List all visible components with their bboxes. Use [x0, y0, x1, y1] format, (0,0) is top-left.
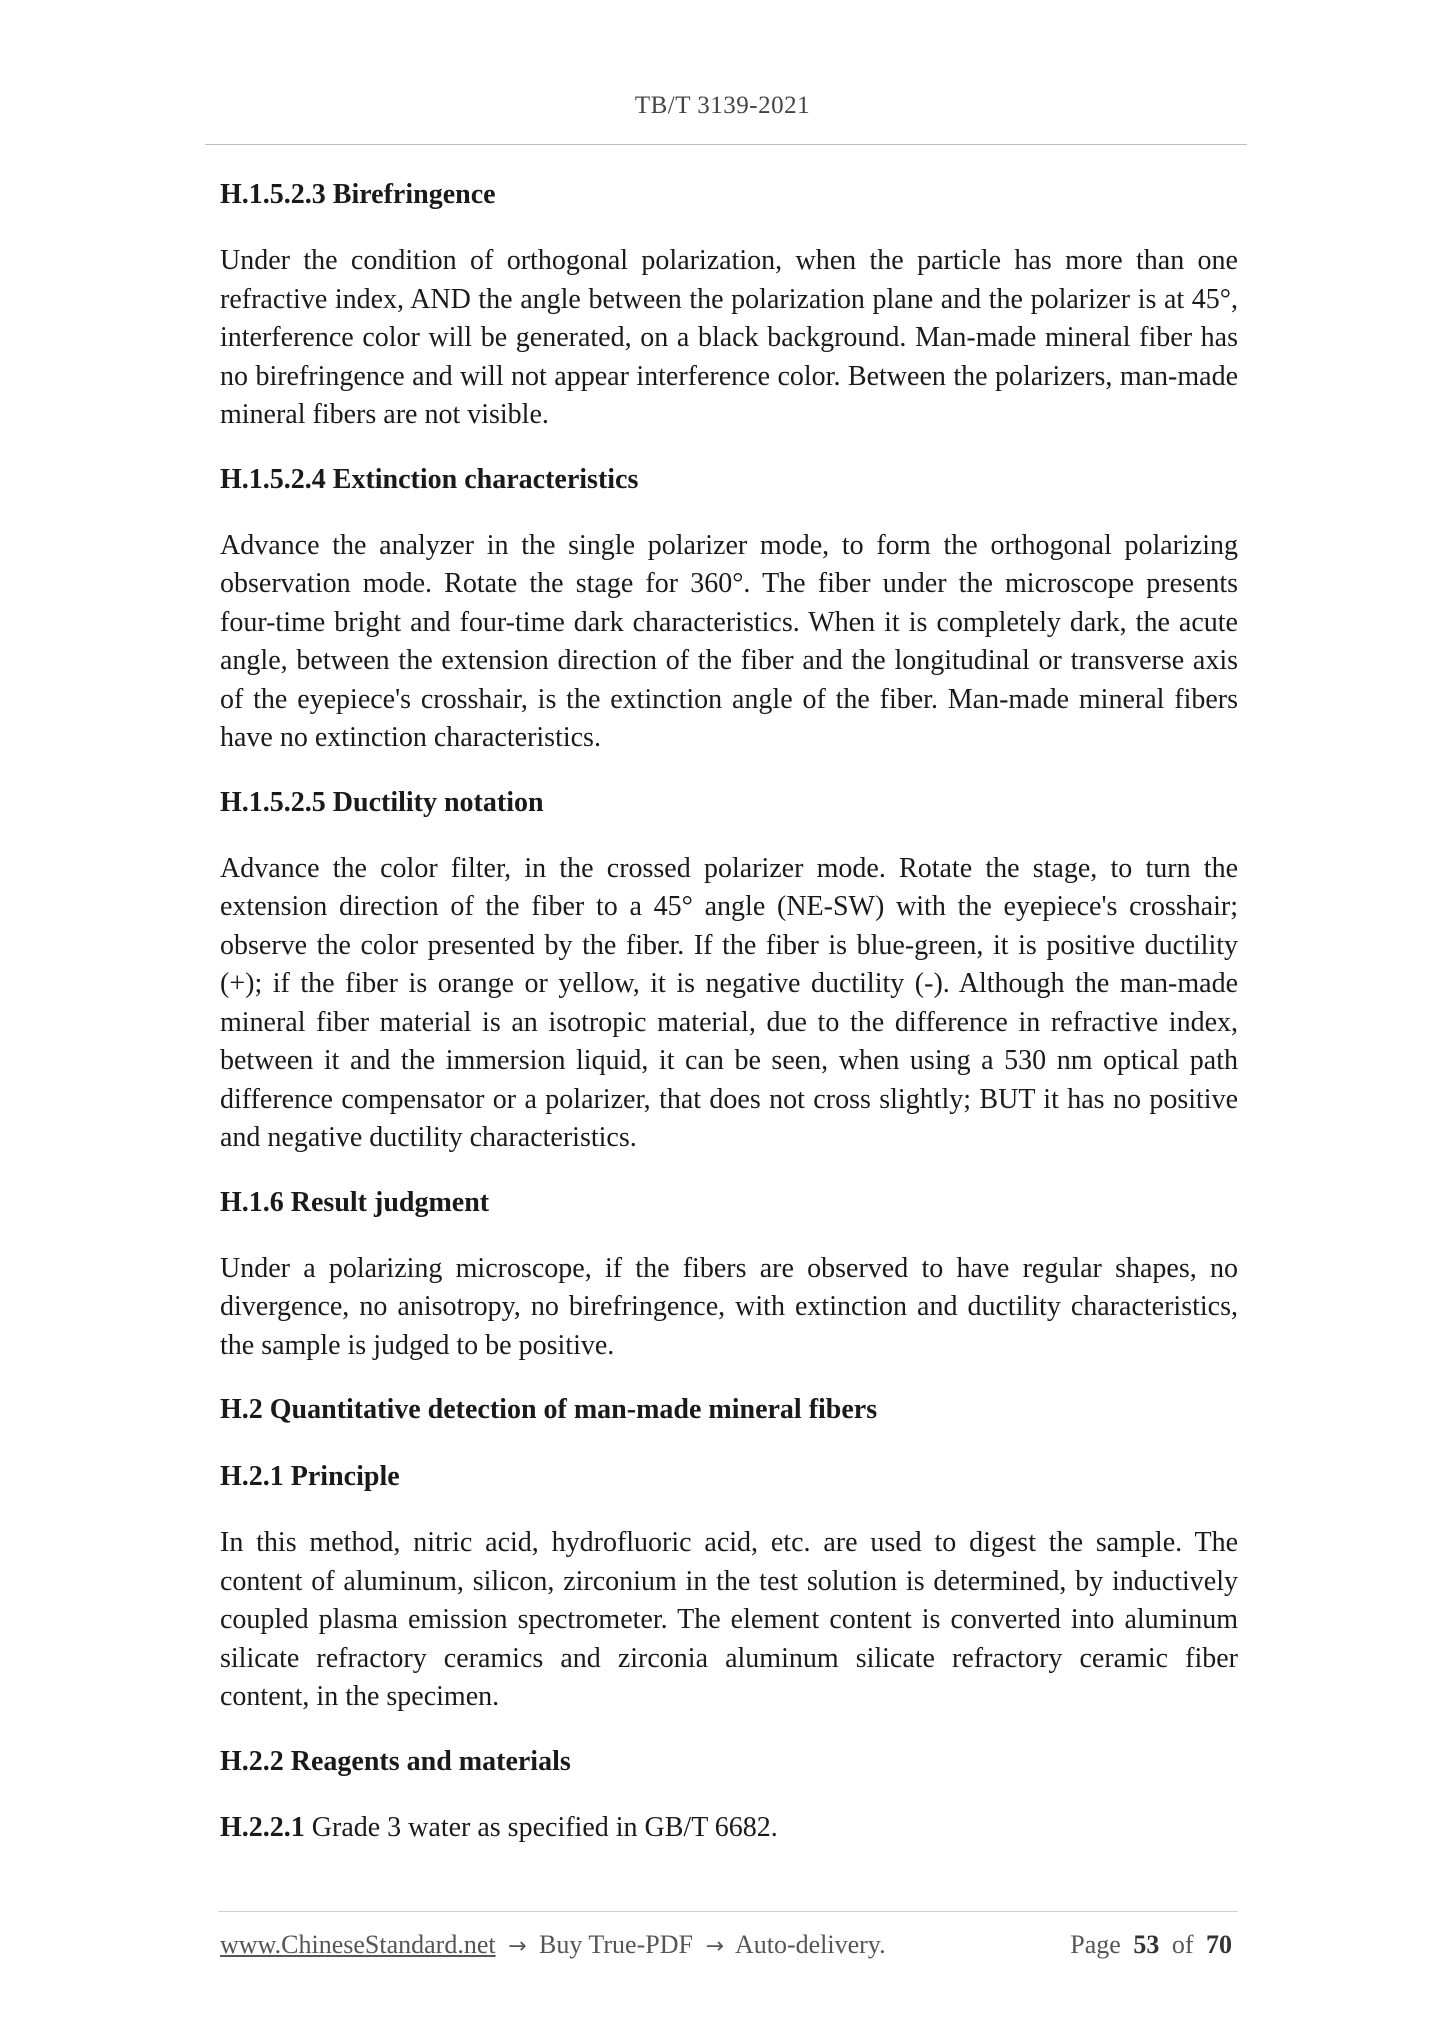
- section-heading-ductility: H.1.5.2.5 Ductility notation: [220, 786, 544, 818]
- arrow-right-icon: →: [705, 1934, 724, 1959]
- page-indicator: [1070, 1930, 1238, 1960]
- page-total: 70: [1206, 1930, 1232, 1959]
- header-divider: [205, 144, 1247, 145]
- page-current: 53: [1133, 1930, 1160, 1959]
- section-heading-result-judgment: H.1.6 Result judgment: [220, 1186, 490, 1218]
- arrow-right-icon: →: [508, 1934, 527, 1959]
- clause-text: Grade 3 water as specified in GB/T 6682.: [304, 1811, 778, 1843]
- buy-true-pdf-text: Buy True-PDF: [539, 1930, 693, 1959]
- paragraph-birefringence: Under the condition of orthogonal polarization, when the particle has more than one refractive index, AND the angle between the polarization plane and the polarizer is at 45°, interference color will be generated, on a black background. Man-made mineral fiber has no birefringence and will not appear interference color. Between the polarizers, man-made mineral fibers are not visible.: [220, 245, 1238, 430]
- page-content: [220, 175, 1238, 1872]
- of-label: of: [1171, 1930, 1194, 1959]
- page-footer: [220, 1930, 1238, 1960]
- paragraph-extinction: Advance the analyzer in the single polarizer mode, to form the orthogonal polarizing observation mode. Rotate the stage for 360°. The fiber under the microscope presents four-time bright and four-time dark characteristics. When it is completely dark, the acute angle, between the extension direction of the fiber and the longitudinal or transverse axis of the eyepiece's crosshair, is the extinction angle of the fiber. Man-made mineral fibers have no extinction characteristics.: [220, 529, 1238, 753]
- section-heading-quantitative-detection: H.2 Quantitative detection of man-made mineral fibers: [220, 1394, 878, 1425]
- clause-number: H.2.2.1: [220, 1811, 305, 1843]
- section-heading-extinction: H.1.5.2.4 Extinction characteristics: [220, 463, 639, 495]
- section-heading-principle: H.2.1 Principle: [220, 1461, 400, 1492]
- section-heading-reagents: H.2.2 Reagents and materials: [220, 1745, 571, 1777]
- site-link[interactable]: www.ChineseStandard.net: [220, 1930, 496, 1959]
- paragraph-grade-3-water: [220, 1809, 1238, 1848]
- footer-links: [220, 1930, 886, 1960]
- auto-delivery-text: Auto-delivery.: [734, 1930, 886, 1959]
- paragraph-ductility: Advance the color filter, in the crossed polarizer mode. Rotate the stage, to turn the extension direction of the fiber to a 45° angle (NE-SW) with the eyepiece's crosshair; observe the color presented by the fiber. If the fiber is blue-green, it is positive ductility (+); if the fiber is orange or yellow, it is negative ductility (-). Although the man-made mineral fiber material is an isotropic material, due to the difference in refractive index, between it and the immersion liquid, it can be seen, when using a 530 nm optical path difference compensator or a polarizer, that does not cross slightly; BUT it has no positive and negative ductility characteristics.: [220, 852, 1238, 1153]
- section-heading-birefringence: H.1.5.2.3 Birefringence: [220, 179, 496, 210]
- paragraph-principle: In this method, nitric acid, hydrofluoric acid, etc. are used to digest the sample. The content of aluminum, silicon, zirconium in the test solution is determined, by inductively coupled plasma emission spectrometer. The element content is converted into aluminum silicate refractory ceramics and zirconia aluminum silicate refractory ceramic fiber content, in the specimen.: [220, 1527, 1238, 1712]
- footer-divider: [218, 1911, 1238, 1912]
- page-label: Page: [1070, 1930, 1121, 1959]
- paragraph-result-judgment: Under a polarizing microscope, if the fibers are observed to have regular shapes, no divergence, no anisotropy, no birefringence, with extinction and ductility characteristics, the sample is judged to be positive.: [220, 1252, 1238, 1361]
- running-header: TB/T 3139-2021: [634, 92, 811, 119]
